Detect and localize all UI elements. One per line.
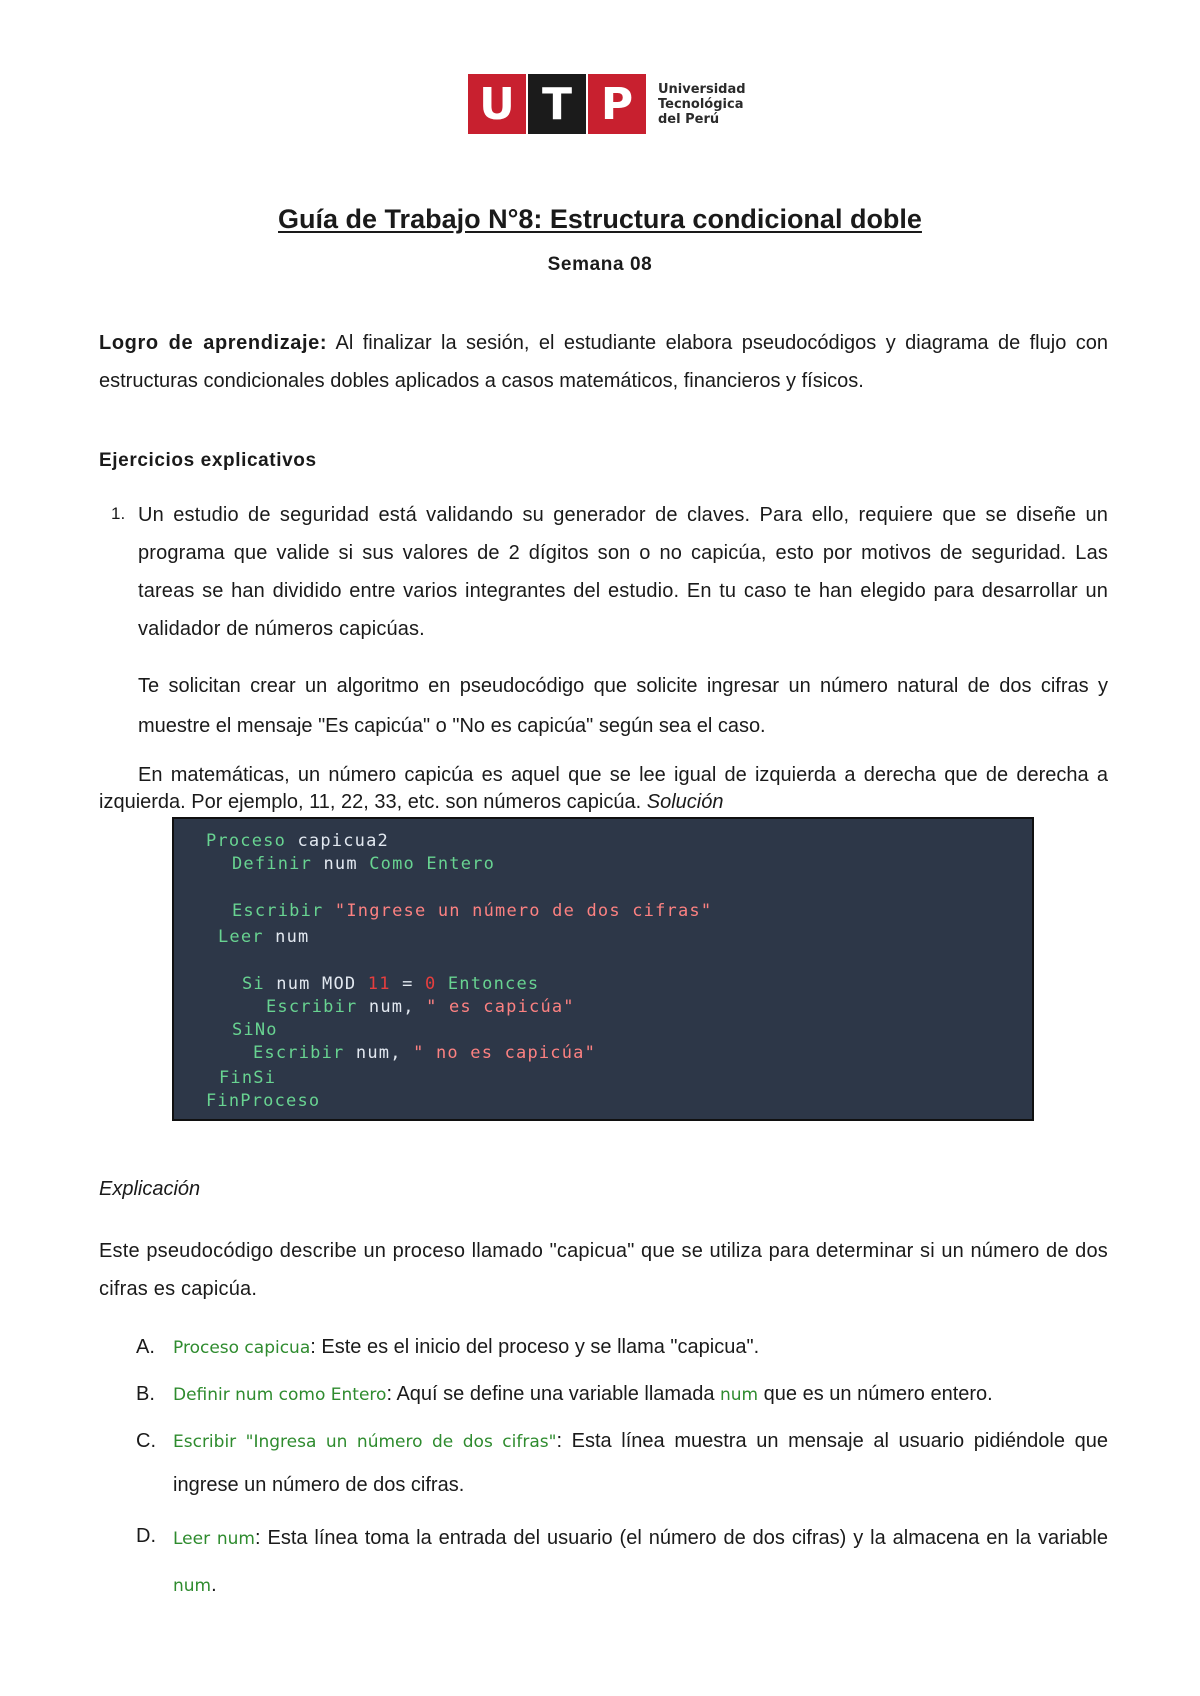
list-body: Definir num como Entero: Aquí se define una variable llamada num que es un número entero. (173, 1383, 993, 1405)
exercise-statement: Un estudio de seguridad está validando su generador de claves. Para ello, requiere que se diseñe un programa que valide si sus valores de 2 dígitos son o no capicúa, esto por motivos de seguridad. Las tareas se han dividido entre varios integrantes del estudio. En tu caso te han elegido para desarrollar un validador de números capicúas. (138, 504, 1108, 640)
explanation-text: Este pseudocódigo describe un proceso llamado "capicua" que se utiliza para determinar si un número de dos cifras es capicúa. (99, 1240, 1108, 1300)
explanation-title: Explicación (99, 1178, 201, 1200)
code-line: Leer num (218, 927, 310, 947)
code-line: Definir num Como Entero (232, 854, 496, 874)
code-line: Escribir num, " es capicúa" (266, 997, 575, 1017)
logo-box (468, 74, 646, 134)
list-letter: C. (136, 1430, 156, 1452)
page-subtitle: Semana 08 (547, 254, 653, 275)
exercise-definition (99, 762, 1108, 816)
learning-objective (99, 324, 1108, 400)
logo-letter-t: T (528, 74, 586, 134)
objective-label: Logro de aprendizaje: (99, 332, 328, 354)
logo-line-2: Tecnológica (658, 96, 744, 112)
list-letter: B. (136, 1383, 155, 1405)
exercise-number: 1. (111, 504, 126, 523)
inline-code: Leer num (173, 1529, 255, 1549)
logo-letter-p: P (600, 78, 634, 130)
definition-text: En matemáticas, un número capicúa es aquel que se lee igual de izquierda a derecha que de derecha a izquierda. Por ejemplo, 11, 22, 33, etc. son números capicúa. (99, 764, 1108, 813)
list-body: Leer num: Esta línea toma la entrada del usuario (el número de dos cifras) y la almacena en la variable num. (173, 1527, 1109, 1596)
page-title: Guía de Trabajo N°8: Estructura condicional doble (278, 204, 922, 234)
code-line: Proceso capicua2 (206, 831, 389, 851)
inline-code: num (173, 1576, 212, 1596)
list-body: Proceso capicua: Este es el inicio del proceso y se llama "capicua". (173, 1336, 760, 1358)
inline-code: Escribir "Ingresa un número de dos cifras" (173, 1432, 557, 1452)
inline-code: Proceso capicua (173, 1338, 311, 1358)
list-body: Escribir "Ingresa un número de dos cifras": Esta línea muestra un mensaje al usuario pidiéndole que ingrese un número de dos cifras. (173, 1430, 1109, 1496)
list-letter: A. (136, 1336, 155, 1358)
list-letter: D. (136, 1525, 156, 1547)
logo-text (658, 82, 746, 127)
exercise-request: Te solicitan crear un algoritmo en pseudocódigo que solicite ingresar un número natural de dos cifras y muestre el mensaje "Es capicúa" o "No es capicúa" según sea el caso. (138, 675, 1108, 737)
code-line: Escribir "Ingrese un número de dos cifras" (232, 901, 713, 921)
logo-letter-u: U (479, 78, 515, 130)
utp-logo (468, 74, 746, 134)
code-line: FinProceso (206, 1091, 321, 1111)
inline-code: Definir num como Entero (173, 1385, 387, 1405)
section-title: Ejercicios explicativos (99, 450, 317, 471)
solution-label: Solución (646, 791, 724, 813)
objective-text: Al finalizar la sesión, el estudiante elabora pseudocódigos y diagrama de flujo con estructuras condicionales dobles aplicados a casos matemáticos, financieros y físicos. (99, 332, 1108, 392)
code-line: FinSi (219, 1068, 277, 1088)
logo-line-1: Universidad (658, 81, 746, 97)
code-line: Si num MOD 11 = 0 Entonces (242, 974, 540, 994)
inline-code: num (720, 1385, 759, 1405)
code-block (172, 817, 1034, 1121)
code-line: SiNo (232, 1020, 278, 1040)
code-line: Escribir num, " no es capicúa" (253, 1043, 597, 1063)
logo-line-3: del Perú (658, 111, 720, 127)
